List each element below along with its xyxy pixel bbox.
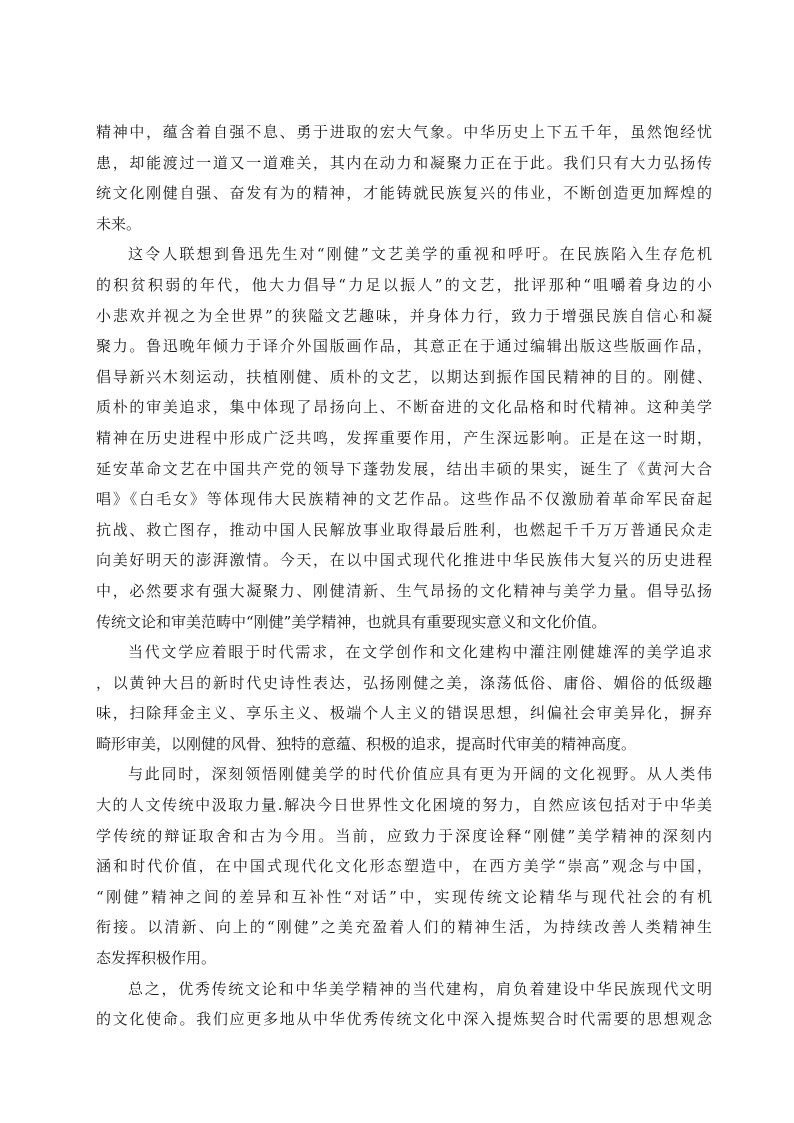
text-line: 畸形审美，以刚健的风骨、独特的意蕴、积极的追求，提高时代审美的精神高度。: [96, 734, 637, 753]
text-line: 与此同时，深刻领悟刚健美学的时代价值应具有更为开阔的文化视野。从人类伟: [128, 765, 712, 784]
text-line: 患，却能渡过一道又一道难关，其内在动力和凝聚力正在于此。我们只有大力弘扬传: [96, 153, 712, 172]
document-body: [96, 117, 712, 1035]
text-line: 大的人文传统中汲取力量.解决今日世界性文化困境的努力，自然应该包括对于中华美: [96, 796, 712, 815]
text-line: ，以黄钟大吕的新时代史诗性表达，弘扬刚健之美，涤荡低俗、庸俗、媚俗的低级趣: [96, 673, 712, 692]
text-line: 向美好明天的澎湃激情。今天，在以中国式现代化推进中华民族伟大复兴的历史进程: [96, 551, 712, 570]
text-line: 小悲欢并视之为全世界”的狭隘文艺趣味，并身体力行，致力于增强民族自信心和凝: [96, 306, 712, 325]
text-line: 学传统的辩证取舍和古为今用。当前，应致力于深度诠释“刚健”美学精神的深刻内: [96, 826, 712, 845]
text-line: 倡导新兴木刻运动，扶植刚健、质朴的文艺，以期达到振作国民精神的目的。刚健、: [96, 367, 712, 386]
text-line: 精神在历史进程中形成广泛共鸣，发挥重要作用，产生深远影响。正是在这一时期，: [96, 428, 712, 447]
text-line: 态发挥积极作用。: [96, 949, 217, 968]
text-line: “刚健”精神之间的差异和互补性“对话”中，实现传统文论精华与现代社会的有机: [96, 887, 712, 906]
text-line: 质朴的审美追求，集中体现了昂扬向上、不断奋进的文化品格和时代精神。这种美学: [96, 398, 712, 417]
text-line: 传统文论和审美范畴中“刚健”美学精神，也就具有重要现实意义和文化价值。: [96, 612, 607, 631]
text-line: 总之，优秀传统文论和中华美学精神的当代建构，肩负着建设中华民族现代文明: [128, 979, 712, 998]
text-line: 统文化刚健自强、奋发有为的精神，才能铸就民族复兴的伟业，不断创造更加辉煌的: [96, 184, 712, 203]
text-line: 抗战、救亡图存，推动中国人民解放事业取得最后胜利，也燃起千千万万普通民众走: [96, 520, 712, 539]
text-line: 精神中，蕴含着自强不息、勇于进取的宏大气象。中华历史上下五千年，虽然饱经忧: [96, 123, 712, 141]
text-line: 涵和时代价值，在中国式现代化文化形态塑造中，在西方美学“崇高”观念与中国，: [96, 857, 712, 876]
text-line: 聚力。鲁迅晚年倾力于译介外国版画作品，其意正在于通过编辑出版这些版画作品，: [96, 337, 712, 356]
text-line: 中，必然要求有强大凝聚力、刚健清新、生气昂扬的文化精神与美学力量。倡导弘扬: [96, 581, 712, 600]
text-line: 的文化使命。我们应更多地从中华优秀传统文化中深入提炼契合时代需要的思想观念: [96, 1010, 712, 1029]
text-line: 这令人联想到鲁迅先生对“刚健”文艺美学的重视和呼吁。在民族陷入生存危机: [128, 245, 712, 264]
text-line: 的积贫积弱的年代，他大力倡导“力足以振人”的文艺，批评那种“咀嚼着身边的小: [96, 275, 712, 294]
text-line: 当代文学应着眼于时代需求，在文学创作和文化建构中灌注刚健雄浑的美学追求: [128, 643, 712, 662]
text-line: 未来。: [96, 214, 142, 233]
text-line: 唱》《白毛女》等体现伟大民族精神的文艺作品。这些作品不仅激励着革命军民奋起: [96, 490, 712, 509]
text-line: 延安革命文艺在中国共产党的领导下蓬勃发展，结出丰硕的果实，诞生了《黄河大合: [96, 459, 712, 478]
text-line: 衔接。以清新、向上的“刚健”之美充盈着人们的精神生活，为持续改善人类精神生: [96, 918, 712, 937]
text-line: 味，扫除拜金主义、享乐主义、极端个人主义的错误思想，纠偏社会审美异化，摒弃: [96, 704, 712, 723]
